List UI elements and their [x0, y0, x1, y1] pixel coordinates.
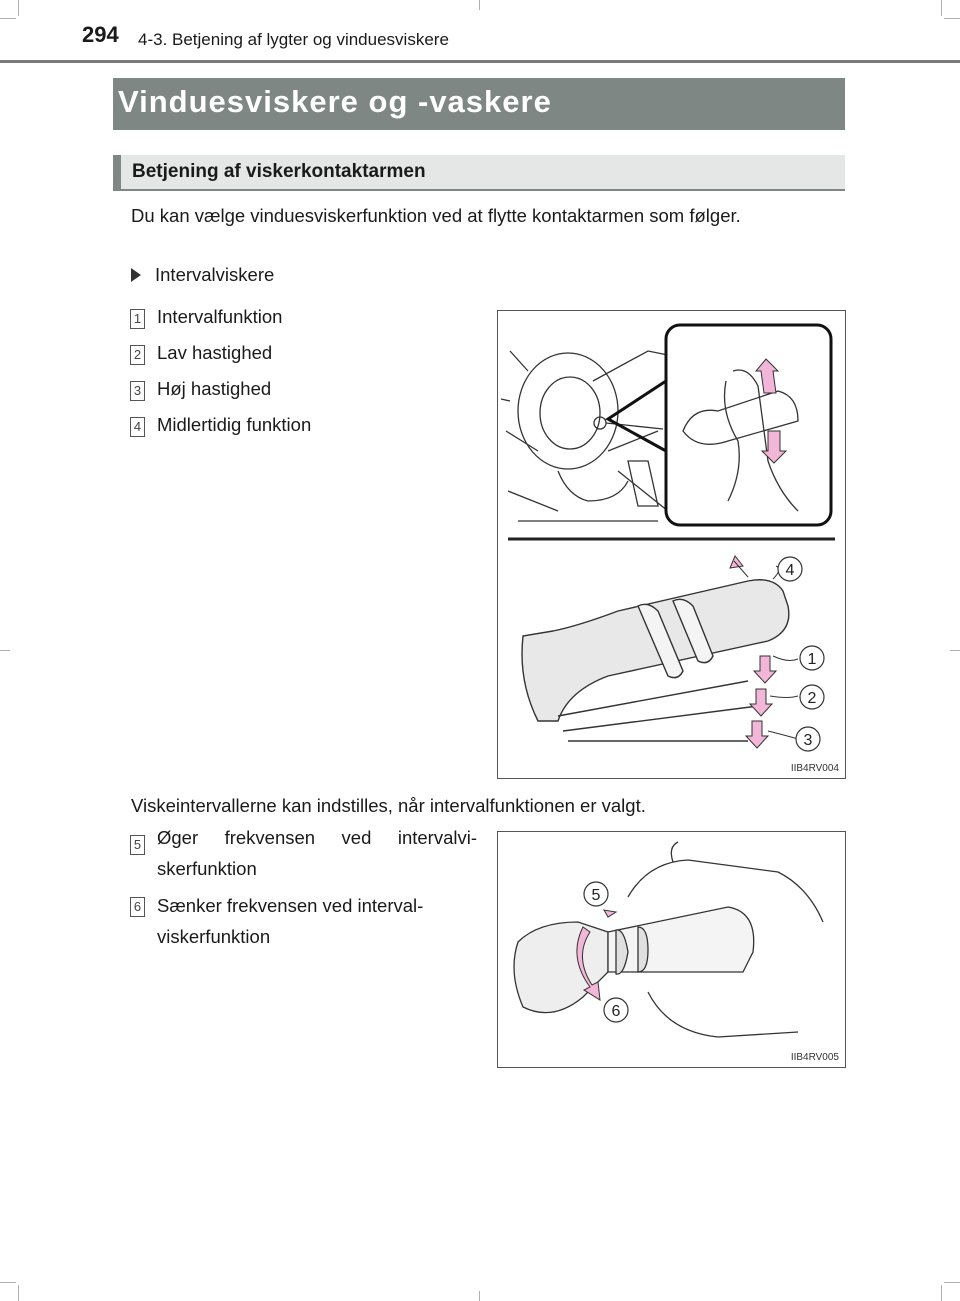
- wiper-lever-icon: [514, 907, 754, 1013]
- header-divider: [0, 60, 960, 63]
- figure-wiper-lever: [497, 310, 846, 779]
- crop-mark: [0, 650, 10, 651]
- crop-mark: [941, 0, 942, 16]
- interval-paragraph: Viskeintervallerne kan indstilles, når intervalfunktionen er valgt.: [131, 795, 646, 816]
- wiper-lever-icon: [522, 580, 789, 741]
- crop-mark: [18, 0, 19, 16]
- bullet-label: Intervalviskere: [155, 264, 275, 285]
- callout-number: 4: [785, 562, 795, 579]
- crop-mark: [941, 1285, 942, 1301]
- item-number: 6: [130, 897, 145, 917]
- breadcrumb: 4-3. Betjening af lygter og vinduesviskere: [138, 30, 449, 49]
- zoom-pointer: [608, 381, 666, 451]
- intro-paragraph: Du kan vælge vinduesviskerfunktion ved at flytte kontaktarmen som følger.: [131, 205, 741, 226]
- figure-code: IIB4RV005: [790, 1052, 839, 1063]
- crop-mark: [479, 1291, 480, 1301]
- zoom-inset: [666, 325, 831, 525]
- list-item-label: [157, 890, 477, 952]
- crop-mark: [479, 0, 480, 10]
- item-number: 5: [130, 835, 145, 855]
- triangle-bullet-icon: [131, 268, 141, 282]
- callout-number: 6: [611, 1003, 621, 1020]
- page-number: 294: [82, 22, 119, 47]
- steering-wheel-icon: [501, 351, 673, 521]
- item-number: 1: [130, 309, 145, 329]
- bullet-item: [131, 264, 274, 286]
- list-item-label: [157, 822, 477, 884]
- list-item-label: Intervalfunktion: [157, 306, 283, 327]
- figure-code: IIB4RV004: [790, 763, 839, 774]
- item-number: 2: [130, 345, 145, 365]
- item-number: 4: [130, 417, 145, 437]
- callout-number: 1: [807, 651, 817, 668]
- list-item-line: Sænker frekvensen ved interval-: [157, 895, 424, 916]
- arrow-down-icon: [750, 689, 772, 716]
- subsection-accent: [113, 155, 121, 191]
- list-item-label: Midlertidig funktion: [157, 414, 312, 435]
- callout-number: 3: [803, 732, 813, 749]
- crop-mark: [944, 18, 960, 19]
- list-item-line: viskerfunktion: [157, 926, 271, 947]
- list-item-label: Lav hastighed: [157, 342, 273, 363]
- list-item-label: Høj hastighed: [157, 378, 272, 399]
- crop-mark: [18, 1285, 19, 1301]
- list-item-line: Øger frekvensen ved intervalvi-: [157, 827, 477, 848]
- callout-number: 5: [591, 887, 601, 904]
- arrow-down-icon: [746, 721, 768, 748]
- crop-mark: [0, 1282, 16, 1283]
- section-title: Vinduesviskere og -vaskere: [118, 84, 552, 119]
- wiper-lever-illustration: [498, 311, 845, 778]
- figure-interval-ring: [497, 831, 846, 1068]
- callout-number: 2: [807, 690, 817, 707]
- item-number: 3: [130, 381, 145, 401]
- arrow-up-icon: [730, 556, 748, 577]
- crop-mark: [0, 18, 16, 19]
- arrow-down-icon: [754, 656, 776, 683]
- rotate-arrow-head-icon: [604, 910, 616, 917]
- interval-ring-illustration: [498, 832, 845, 1067]
- crop-mark: [944, 1282, 960, 1283]
- list-item-line: skerfunktion: [157, 858, 257, 879]
- crop-mark: [950, 650, 960, 651]
- subsection-title: Betjening af viskerkontaktarmen: [132, 161, 426, 182]
